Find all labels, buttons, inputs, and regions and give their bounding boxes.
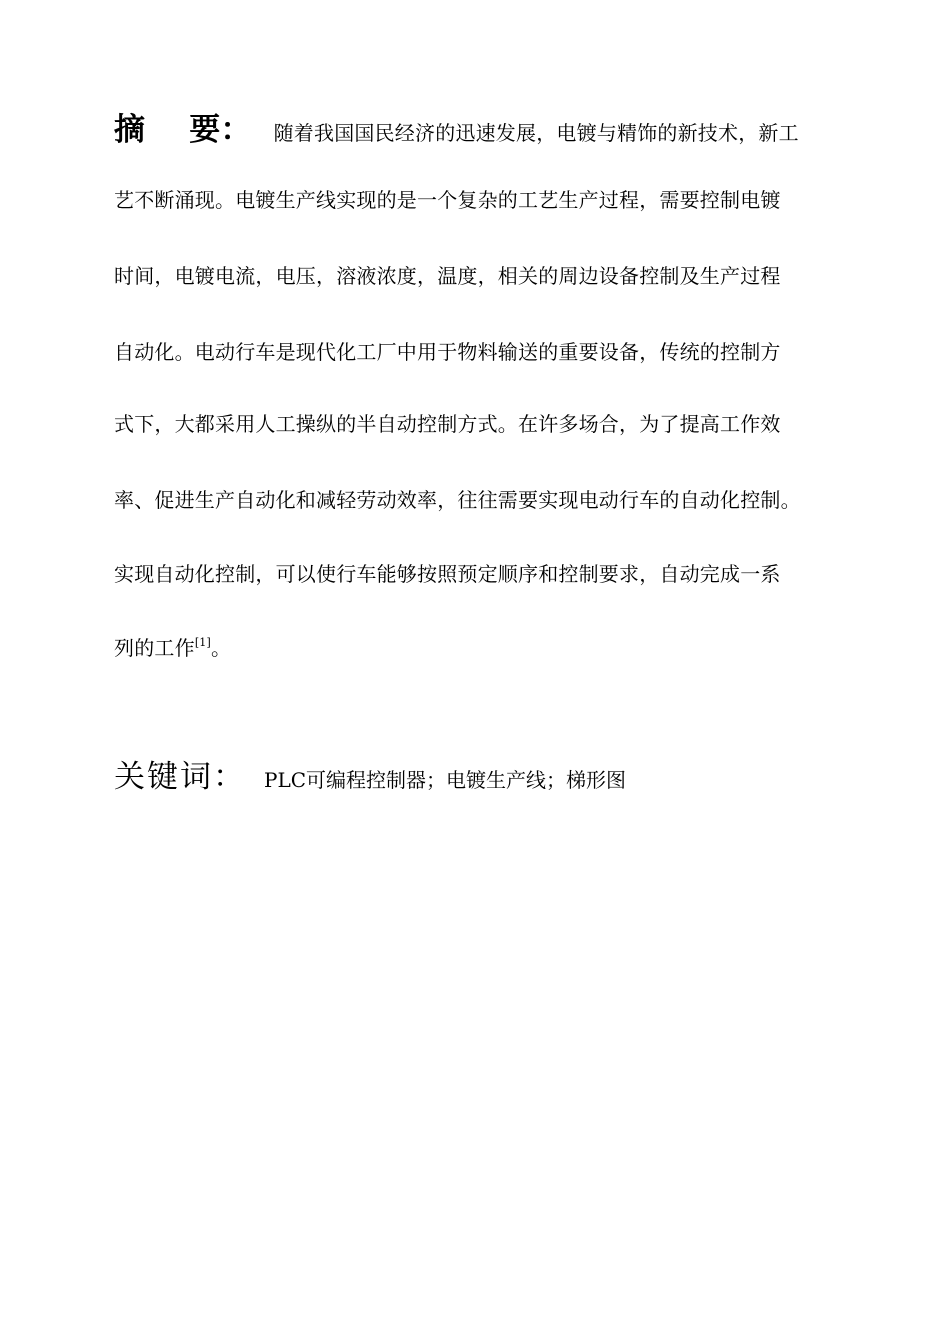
abstract-line-8: [114, 634, 231, 662]
abstract-line-1: [114, 110, 799, 150]
abstract-last-text: 列的工作: [114, 636, 195, 660]
abstract-text: 随着我国国民经济的迅速发展，电镀与精饰的新技术，新工: [273, 121, 799, 145]
abstract-line-4: 自动化。电动行车是现代化工厂中用于物料输送的重要设备，传统的控制方: [114, 340, 781, 364]
keywords-section: [114, 757, 626, 801]
abstract-line-7: 实现自动化控制，可以使行车能够按照预定顺序和控制要求，自动完成一系: [114, 562, 781, 586]
abstract-heading-char-2: 要：: [189, 112, 252, 148]
abstract-last-punctuation: 。: [211, 636, 232, 660]
keywords-text: PLC可编程控制器；电镀生产线；梯形图: [264, 768, 627, 792]
abstract-line-2: 艺不断涌现。电镀生产线实现的是一个复杂的工艺生产过程，需要控制电镀: [114, 188, 781, 212]
abstract-heading-char-1: 摘: [114, 112, 146, 148]
abstract-heading: [114, 112, 252, 148]
abstract-line-5: 式下，大都采用人工操纵的半自动控制方式。在许多场合，为了提高工作效: [114, 412, 781, 436]
abstract-line-6: 率、促进生产自动化和减轻劳动效率，往往需要实现电动行车的自动化控制。: [114, 488, 801, 512]
abstract-line-3: 时间，电镀电流，电压，溶液浓度，温度，相关的周边设备控制及生产过程: [114, 264, 781, 288]
citation-reference: [1]: [194, 636, 211, 649]
keywords-heading: 关键词：: [114, 759, 246, 795]
